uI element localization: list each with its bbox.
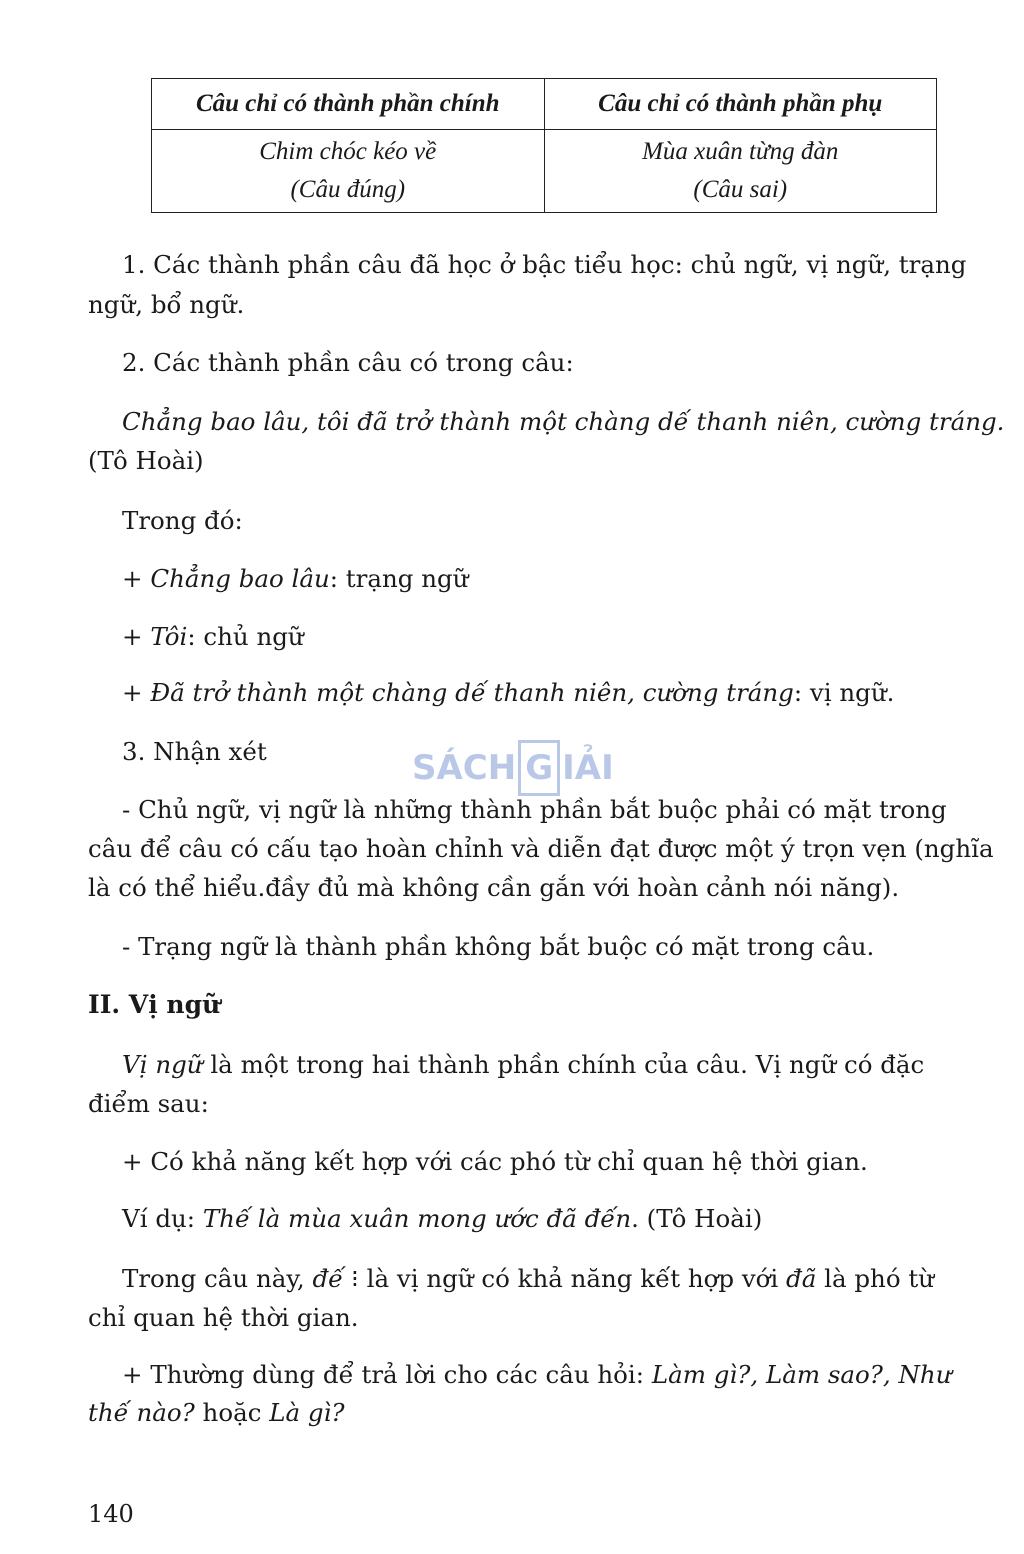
para-6-line-1: - Chủ ngữ, vị ngữ là những thành phần bắt buộc phải có mặt trong [122,795,947,824]
para-7: - Trạng ngữ là thành phần không bắt buộc có mặt trong câu. [122,932,875,961]
watermark-logo: SÁCH G IẢI [412,730,622,806]
table-cell-main [152,130,545,213]
bullet-chu-ngu: + Tôi: chủ ngữ [122,622,304,651]
page-number: 140 [88,1500,134,1528]
para-1-line-2: ngữ, bổ ngữ. [88,290,245,319]
verdict-main: (Câu đúng) [290,176,406,203]
table-header-sub: Câu chỉ có thành phần phụ [544,79,937,130]
para-12-line-1: + Thường dùng để trả lời cho các câu hỏi: Làm gì?, Làm sao?, Như [122,1360,952,1389]
example-author: (Tô Hoài) [88,446,204,475]
para-9: + Có khả năng kết hợp với các phó từ chỉ quan hệ thời gian. [122,1147,868,1176]
section-heading: II. Vị ngữ [88,990,221,1019]
bullet-vi-ngu: + Đã trở thành một chàng dế thanh niên, cường tráng: vị ngữ. [122,678,895,707]
para-10: Ví dụ: Thế là mùa xuân mong ước đã đến. (Tô Hoài) [122,1204,763,1233]
example-sentence: Chẳng bao lâu, tôi đã trở thành một chàng dế thanh niên, cường tráng. [122,407,1005,436]
para-8-line-2: điểm sau: [88,1089,209,1118]
para-1-line-1: 1. Các thành phần câu đã học ở bậc tiểu học: chủ ngữ, vị ngữ, trạng [122,250,967,279]
comparison-table [151,78,937,213]
para-11-line-2: chỉ quan hệ thời gian. [88,1303,359,1332]
para-11-line-1: Trong câu này, đế ⁝ là vị ngữ có khả năng kết hợp với đã là phó từ [122,1264,934,1293]
verdict-sub: (Câu sai) [693,176,788,203]
para-12-line-2: thế nào? hoặc Là gì? [88,1398,345,1427]
example-main: Chim chóc kéo về [259,138,437,165]
table-header-main: Câu chỉ có thành phần chính [152,79,545,130]
para-trong-do: Trong đó: [122,506,243,535]
bullet-trang-ngu: + Chẳng bao lâu: trạng ngữ [122,564,469,593]
table-cell-sub [544,130,937,213]
para-6-line-2: câu để câu có cấu tạo hoàn chỉnh và diễn đạt được một ý trọn vẹn (nghĩa [88,834,994,863]
para-nhan-xet: 3. Nhận xét [122,737,267,766]
para-6-line-3: là có thể hiểu.đầy đủ mà không cần gắn với hoàn cảnh nói năng). [88,873,900,902]
example-sub: Mùa xuân từng đàn [642,138,839,165]
para-8-line-1: Vị ngữ là một trong hai thành phần chính của câu. Vị ngữ có đặc [122,1050,925,1079]
para-2: 2. Các thành phần câu có trong câu: [122,348,574,377]
